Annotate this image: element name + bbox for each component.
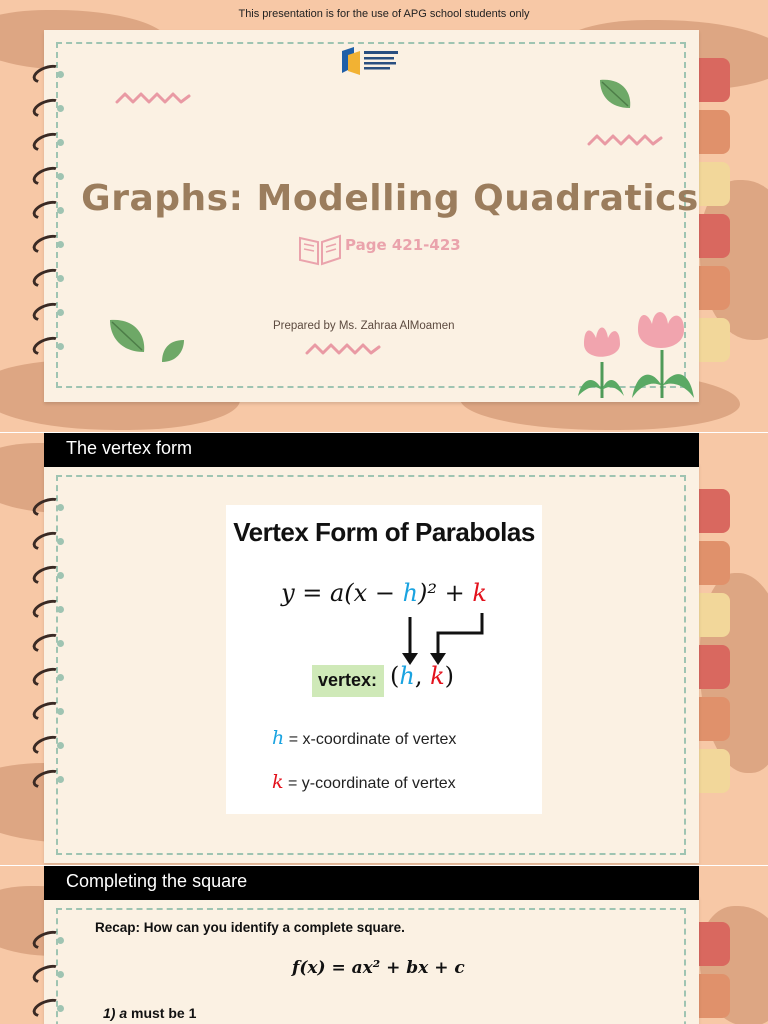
spiral-ring-icon <box>32 66 66 84</box>
spiral-ring-icon <box>32 635 66 653</box>
vertex-highlight <box>312 665 384 697</box>
leaf-icon <box>596 76 634 112</box>
divider-tab <box>696 489 730 533</box>
divider-tab <box>696 697 730 741</box>
squiggle-icon <box>587 132 663 148</box>
spiral-ring-icon <box>32 134 66 152</box>
card-title: Vertex Form of Parabolas <box>233 517 535 547</box>
presentation-title: Graphs: Modelling Quadratics <box>81 178 699 219</box>
spiral-ring-icon <box>32 703 66 721</box>
school-logo-icon <box>340 45 402 77</box>
spiral-ring-icon <box>32 966 66 984</box>
equation-prefix: y = a(x − <box>281 579 403 607</box>
h-definition <box>272 727 456 749</box>
page-reference: Page 421-423 <box>345 236 461 254</box>
vertex-form-equation <box>226 579 542 607</box>
divider-tab <box>696 541 730 585</box>
divider-tab <box>696 974 730 1018</box>
vertex-h: h <box>399 662 415 690</box>
equation-k: k <box>472 579 487 607</box>
spiral-ring-icon <box>32 533 66 551</box>
spiral-ring-icon <box>32 100 66 118</box>
h-description: = x-coordinate of vertex <box>284 731 457 748</box>
slide-title <box>0 0 768 432</box>
slide-vertex-form <box>0 433 768 865</box>
spiral-ring-icon <box>32 499 66 517</box>
slide-heading: Completing the square <box>66 871 248 891</box>
usage-notice: This presentation is for the use of APG school students only <box>238 8 530 20</box>
divider-tab <box>696 58 730 102</box>
spiral-ring-icon <box>32 932 66 950</box>
divider-tab <box>696 214 730 258</box>
divider-tab <box>696 266 730 310</box>
k-variable: k <box>272 771 284 793</box>
rule-one <box>103 1005 196 1021</box>
spiral-ring-icon <box>32 1000 66 1018</box>
paren-close: ) <box>444 662 455 690</box>
slide-heading: The vertex form <box>66 438 193 458</box>
vertex-label: vertex: <box>318 670 378 690</box>
spiral-ring-icon <box>32 338 66 356</box>
divider-tab <box>696 593 730 637</box>
spiral-ring-icon <box>32 669 66 687</box>
spiral-ring-icon <box>32 236 66 254</box>
spiral-ring-icon <box>32 304 66 322</box>
squiggle-icon <box>305 341 381 357</box>
equation-middle: )² + <box>418 579 473 607</box>
open-book-icon <box>296 230 344 268</box>
slide-completing-square <box>0 866 768 1024</box>
tulip-icon <box>574 304 698 402</box>
h-variable: h <box>272 727 285 749</box>
k-description: = y-coordinate of vertex <box>283 775 456 792</box>
vertex-k: k <box>430 662 445 690</box>
slide-heading-bar <box>44 433 699 467</box>
spiral-ring-icon <box>32 601 66 619</box>
slide-heading-bar <box>44 866 699 900</box>
leaf-icon <box>160 338 186 364</box>
vertex-form-card <box>226 505 542 814</box>
divider-tab <box>696 318 730 362</box>
divider-tab <box>696 110 730 154</box>
spiral-ring-icon <box>32 567 66 585</box>
arrow-down-icon <box>396 613 492 665</box>
author-credit: Prepared by Ms. Zahraa AlMoamen <box>273 320 455 332</box>
squiggle-icon <box>115 90 191 106</box>
spiral-ring-icon <box>32 771 66 789</box>
vertex-separator: , <box>414 662 431 690</box>
quadratic-function: f(x) = ax² + bx + c <box>292 958 465 978</box>
k-definition <box>272 771 456 793</box>
paren-open: ( <box>390 662 400 690</box>
leaf-icon <box>106 316 148 356</box>
rule-one-text: must be 1 <box>127 1005 197 1021</box>
spiral-ring-icon <box>32 270 66 288</box>
rule-one-number: 1) a <box>103 1005 128 1021</box>
equation-h: h <box>402 579 419 607</box>
divider-tab <box>696 749 730 793</box>
divider-tab <box>696 645 730 689</box>
divider-tab <box>696 922 730 966</box>
recap-question: Recap: How can you identify a complete square. <box>95 920 405 935</box>
spiral-ring-icon <box>32 737 66 755</box>
vertex-coordinates <box>390 662 454 690</box>
